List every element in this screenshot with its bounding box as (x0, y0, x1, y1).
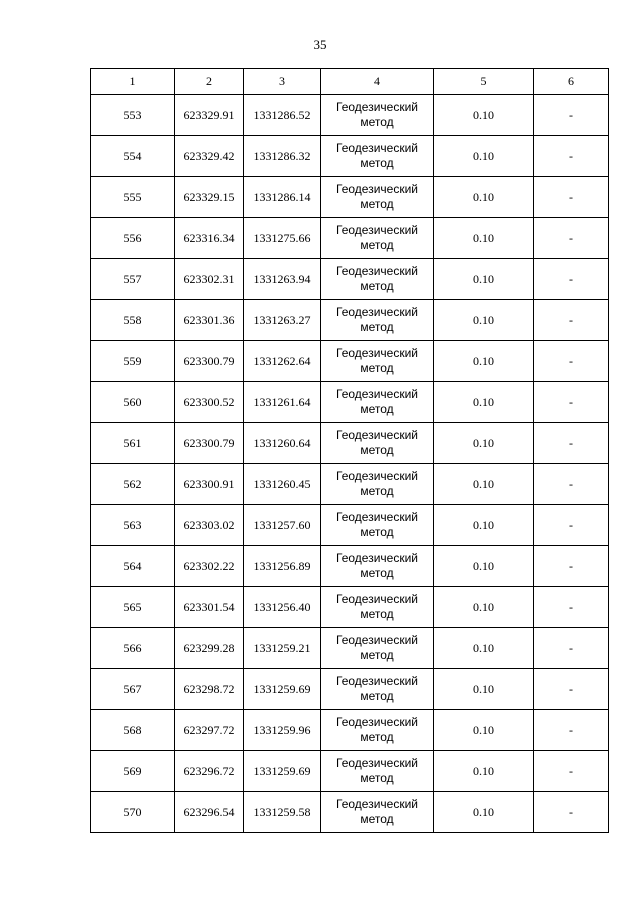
accuracy-cell: 0.10 (434, 95, 534, 136)
accuracy-cell: 0.10 (434, 710, 534, 751)
method-line-1: Геодезический (336, 387, 418, 401)
method-line-1: Геодезический (336, 797, 418, 811)
accuracy-cell: 0.10 (434, 751, 534, 792)
note-cell: - (534, 259, 609, 300)
point-number-cell: 568 (91, 710, 175, 751)
method-line-1: Геодезический (336, 428, 418, 442)
note-cell: - (534, 136, 609, 177)
method-line-1: Геодезический (336, 592, 418, 606)
y-coordinate-cell: 1331286.32 (244, 136, 321, 177)
note-cell: - (534, 505, 609, 546)
note-cell: - (534, 751, 609, 792)
method-cell (321, 792, 434, 833)
x-coordinate-cell: 623302.31 (175, 259, 244, 300)
accuracy-cell: 0.10 (434, 177, 534, 218)
table-row (91, 382, 609, 423)
accuracy-cell: 0.10 (434, 546, 534, 587)
method-line-2: метод (360, 689, 394, 703)
y-coordinate-cell: 1331262.64 (244, 341, 321, 382)
x-coordinate-cell: 623300.91 (175, 464, 244, 505)
y-coordinate-cell: 1331263.94 (244, 259, 321, 300)
point-number-cell: 560 (91, 382, 175, 423)
method-line-1: Геодезический (336, 305, 418, 319)
x-coordinate-cell: 623296.72 (175, 751, 244, 792)
point-number-cell: 558 (91, 300, 175, 341)
table-row (91, 218, 609, 259)
point-number-cell: 564 (91, 546, 175, 587)
method-line-1: Геодезический (336, 264, 418, 278)
method-line-2: метод (360, 320, 394, 334)
y-coordinate-cell: 1331260.45 (244, 464, 321, 505)
method-line-2: метод (360, 402, 394, 416)
y-coordinate-cell: 1331286.14 (244, 177, 321, 218)
column-header: 4 (321, 69, 434, 95)
note-cell: - (534, 628, 609, 669)
y-coordinate-cell: 1331259.96 (244, 710, 321, 751)
table-row (91, 751, 609, 792)
point-number-cell: 556 (91, 218, 175, 259)
y-coordinate-cell: 1331256.89 (244, 546, 321, 587)
note-cell: - (534, 464, 609, 505)
accuracy-cell: 0.10 (434, 669, 534, 710)
accuracy-cell: 0.10 (434, 628, 534, 669)
accuracy-cell: 0.10 (434, 792, 534, 833)
note-cell: - (534, 587, 609, 628)
method-line-2: метод (360, 156, 394, 170)
x-coordinate-cell: 623316.34 (175, 218, 244, 259)
x-coordinate-cell: 623302.22 (175, 546, 244, 587)
point-number-cell: 569 (91, 751, 175, 792)
method-line-2: метод (360, 115, 394, 129)
note-cell: - (534, 423, 609, 464)
note-cell: - (534, 341, 609, 382)
x-coordinate-cell: 623329.15 (175, 177, 244, 218)
table-body (91, 95, 609, 833)
method-cell (321, 177, 434, 218)
y-coordinate-cell: 1331261.64 (244, 382, 321, 423)
note-cell: - (534, 300, 609, 341)
method-cell (321, 505, 434, 546)
accuracy-cell: 0.10 (434, 464, 534, 505)
y-coordinate-cell: 1331259.58 (244, 792, 321, 833)
note-cell: - (534, 95, 609, 136)
method-line-2: метод (360, 279, 394, 293)
table-row (91, 669, 609, 710)
method-cell (321, 341, 434, 382)
method-line-1: Геодезический (336, 633, 418, 647)
y-coordinate-cell: 1331257.60 (244, 505, 321, 546)
note-cell: - (534, 669, 609, 710)
y-coordinate-cell: 1331259.69 (244, 669, 321, 710)
method-cell (321, 669, 434, 710)
table-row (91, 136, 609, 177)
x-coordinate-cell: 623301.54 (175, 587, 244, 628)
method-line-1: Геодезический (336, 182, 418, 196)
method-line-2: метод (360, 238, 394, 252)
x-coordinate-cell: 623300.52 (175, 382, 244, 423)
method-cell (321, 587, 434, 628)
x-coordinate-cell: 623301.36 (175, 300, 244, 341)
x-coordinate-cell: 623296.54 (175, 792, 244, 833)
accuracy-cell: 0.10 (434, 136, 534, 177)
x-coordinate-cell: 623303.02 (175, 505, 244, 546)
method-line-1: Геодезический (336, 141, 418, 155)
point-number-cell: 561 (91, 423, 175, 464)
table-row (91, 95, 609, 136)
y-coordinate-cell: 1331275.66 (244, 218, 321, 259)
method-line-2: метод (360, 812, 394, 826)
method-cell (321, 382, 434, 423)
point-number-cell: 567 (91, 669, 175, 710)
method-line-2: метод (360, 730, 394, 744)
y-coordinate-cell: 1331286.52 (244, 95, 321, 136)
table-row (91, 628, 609, 669)
note-cell: - (534, 218, 609, 259)
point-number-cell: 554 (91, 136, 175, 177)
table-row (91, 423, 609, 464)
note-cell: - (534, 710, 609, 751)
table-row (91, 300, 609, 341)
x-coordinate-cell: 623300.79 (175, 423, 244, 464)
y-coordinate-cell: 1331260.64 (244, 423, 321, 464)
table-row (91, 792, 609, 833)
note-cell: - (534, 177, 609, 218)
method-line-2: метод (360, 771, 394, 785)
point-number-cell: 557 (91, 259, 175, 300)
x-coordinate-cell: 623297.72 (175, 710, 244, 751)
method-line-2: метод (360, 607, 394, 621)
method-cell (321, 710, 434, 751)
accuracy-cell: 0.10 (434, 587, 534, 628)
method-line-2: метод (360, 484, 394, 498)
y-coordinate-cell: 1331256.40 (244, 587, 321, 628)
column-header: 2 (175, 69, 244, 95)
page-number: 35 (313, 37, 327, 52)
method-line-1: Геодезический (336, 715, 418, 729)
method-cell (321, 218, 434, 259)
table-row (91, 259, 609, 300)
x-coordinate-cell: 623299.28 (175, 628, 244, 669)
table-row (91, 177, 609, 218)
accuracy-cell: 0.10 (434, 259, 534, 300)
point-number-cell: 562 (91, 464, 175, 505)
table-row (91, 341, 609, 382)
x-coordinate-cell: 623329.42 (175, 136, 244, 177)
y-coordinate-cell: 1331259.21 (244, 628, 321, 669)
point-number-cell: 559 (91, 341, 175, 382)
note-cell: - (534, 792, 609, 833)
column-header: 5 (434, 69, 534, 95)
method-cell (321, 136, 434, 177)
method-line-2: метод (360, 361, 394, 375)
method-cell (321, 259, 434, 300)
table-row (91, 587, 609, 628)
accuracy-cell: 0.10 (434, 505, 534, 546)
table-row (91, 546, 609, 587)
method-line-1: Геодезический (336, 100, 418, 114)
accuracy-cell: 0.10 (434, 341, 534, 382)
coordinates-table (90, 68, 609, 833)
point-number-cell: 565 (91, 587, 175, 628)
accuracy-cell: 0.10 (434, 382, 534, 423)
note-cell: - (534, 546, 609, 587)
method-line-1: Геодезический (336, 551, 418, 565)
point-number-cell: 553 (91, 95, 175, 136)
method-line-1: Геодезический (336, 346, 418, 360)
method-line-2: метод (360, 525, 394, 539)
method-cell (321, 546, 434, 587)
y-coordinate-cell: 1331263.27 (244, 300, 321, 341)
point-number-cell: 570 (91, 792, 175, 833)
table-row (91, 505, 609, 546)
method-line-1: Геодезический (336, 223, 418, 237)
table-row (91, 464, 609, 505)
method-cell (321, 464, 434, 505)
table-header-row (91, 69, 609, 95)
x-coordinate-cell: 623300.79 (175, 341, 244, 382)
point-number-cell: 563 (91, 505, 175, 546)
method-line-1: Геодезический (336, 469, 418, 483)
table-row (91, 710, 609, 751)
y-coordinate-cell: 1331259.69 (244, 751, 321, 792)
method-line-1: Геодезический (336, 674, 418, 688)
note-cell: - (534, 382, 609, 423)
method-line-2: метод (360, 197, 394, 211)
column-header: 1 (91, 69, 175, 95)
point-number-cell: 555 (91, 177, 175, 218)
accuracy-cell: 0.10 (434, 423, 534, 464)
x-coordinate-cell: 623298.72 (175, 669, 244, 710)
accuracy-cell: 0.10 (434, 218, 534, 259)
method-line-2: метод (360, 648, 394, 662)
x-coordinate-cell: 623329.91 (175, 95, 244, 136)
method-line-2: метод (360, 443, 394, 457)
column-header: 3 (244, 69, 321, 95)
method-cell (321, 423, 434, 464)
method-line-2: метод (360, 566, 394, 580)
accuracy-cell: 0.10 (434, 300, 534, 341)
point-number-cell: 566 (91, 628, 175, 669)
method-line-1: Геодезический (336, 510, 418, 524)
column-header: 6 (534, 69, 609, 95)
method-cell (321, 628, 434, 669)
method-line-1: Геодезический (336, 756, 418, 770)
method-cell (321, 751, 434, 792)
method-cell (321, 95, 434, 136)
method-cell (321, 300, 434, 341)
